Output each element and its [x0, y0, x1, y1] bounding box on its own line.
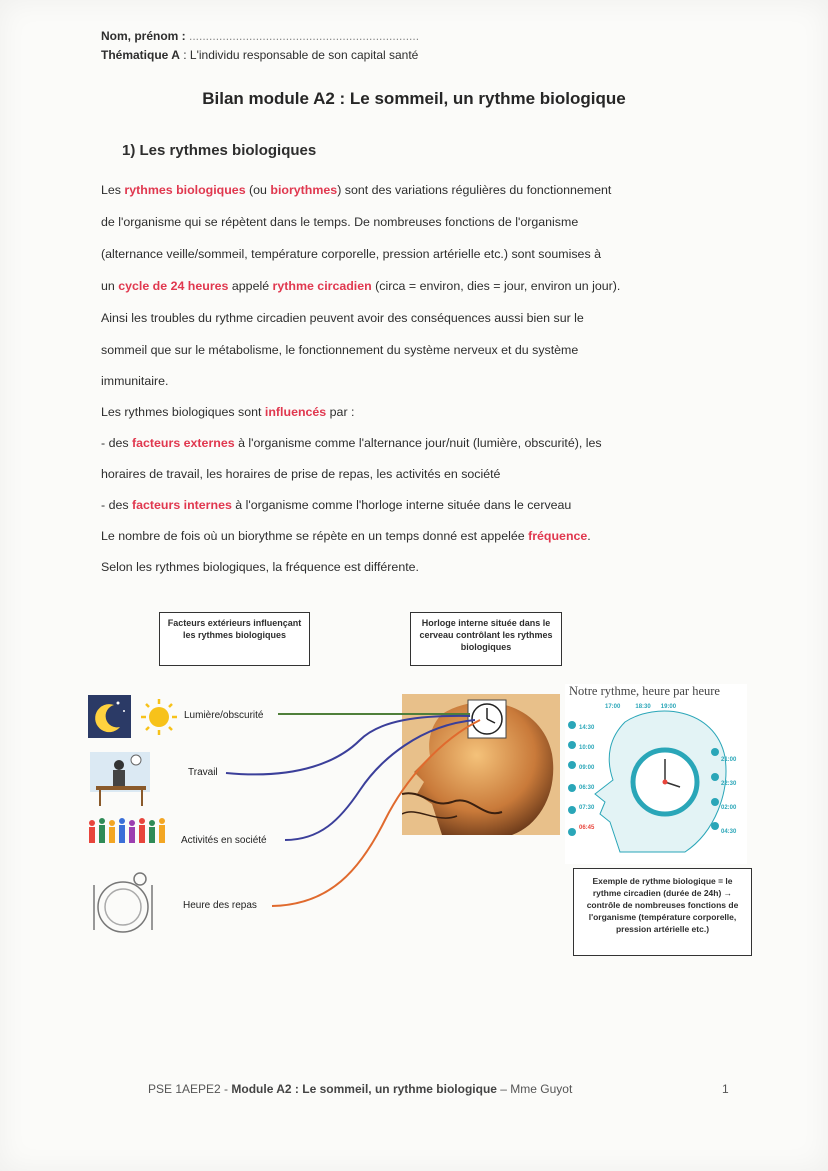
text: ) sont des variations régulières du fonctionnement [337, 183, 612, 197]
time-label: 14:30 [579, 725, 595, 731]
time-label: 02:00 [721, 805, 737, 811]
thematique-text: : L'individu responsable de son capital santé [179, 48, 419, 62]
footer [148, 1082, 572, 1096]
time-label: 19:00 [660, 704, 677, 710]
text: . [587, 529, 591, 543]
text: à l'organisme comme l'horloge interne située dans le cerveau [231, 498, 572, 512]
footer-module: Module A2 : Le sommeil, un rythme biologique [231, 1082, 497, 1096]
infographic-times-top [605, 704, 676, 710]
box-external-factors: Facteurs extérieurs influençant les rythmes biologiques [159, 612, 310, 666]
connector-social [285, 720, 475, 840]
para-line-7: immunitaire. [101, 374, 169, 388]
keyword: facteurs internes [132, 498, 232, 512]
text: Les rythmes biologiques sont [101, 405, 265, 419]
keyword: rythmes biologiques [124, 183, 246, 197]
time-label: 07:30 [579, 805, 595, 811]
factor-label-social: Activités en société [181, 835, 267, 846]
text: par : [326, 405, 355, 419]
footer-author: – Mme Guyot [496, 1082, 573, 1096]
name-dots: ..................................................................... [189, 29, 420, 43]
keyword: biorythmes [270, 183, 338, 197]
page-title: Bilan module A2 : Le sommeil, un rythme biologique [202, 89, 626, 108]
factor-label-light: Lumière/obscurité [184, 710, 264, 721]
para-line-2: de l'organisme qui se répètent dans le temps. De nombreuses fonctions de l'organisme [101, 215, 579, 229]
infographic-times-left [579, 718, 594, 838]
connector-meals [272, 720, 480, 906]
page-number: 1 [722, 1082, 729, 1096]
footer-code: PSE 1AEPE2 - [148, 1082, 232, 1096]
time-label: 21:00 [721, 757, 737, 763]
factor-label-meals: Heure des repas [183, 900, 257, 911]
infographic-title: Notre rythme, heure par heure [569, 684, 720, 698]
text: appelé [228, 279, 273, 293]
para-line-10: horaires de travail, les horaires de prise de repas, les activités en société [101, 467, 501, 481]
text: un [101, 279, 119, 293]
text: Les [101, 183, 125, 197]
time-label: 09:00 [579, 765, 595, 771]
section-title: 1) Les rythmes biologiques [122, 142, 317, 159]
time-label: 04:30 [721, 829, 737, 835]
text: - des [101, 498, 132, 512]
connector-work [226, 716, 470, 775]
text: Le nombre de fois où un biorythme se répète en un temps donné est appelée [101, 529, 529, 543]
keyword: influencés [264, 405, 327, 419]
thematique-label: Thématique A [101, 48, 180, 62]
text: (circa = environ, dies = jour, environ un jour). [371, 279, 621, 293]
keyword: rythme circadien [272, 279, 372, 293]
time-label: 17:00 [605, 704, 621, 710]
infographic-panel [565, 684, 747, 864]
text: à l'organisme comme l'alternance jour/nuit (lumière, obscurité), les [234, 436, 602, 450]
keyword: facteurs externes [132, 436, 235, 450]
para-line-3: (alternance veille/sommeil, température corporelle, pression artérielle etc.) sont soumises à [101, 247, 601, 261]
keyword: cycle de 24 heures [118, 279, 229, 293]
time-label: 10:00 [579, 745, 595, 751]
box-internal-clock: Horloge interne située dans le cerveau contrôlant les rythmes biologiques [410, 612, 562, 666]
keyword: fréquence [528, 529, 588, 543]
circadian-caption: Exemple de rythme biologique = le rythme circadien (durée de 24h) → contrôle de nombreuses fonctions de l'organisme (température corporelle, pression artérielle etc.) [573, 868, 752, 956]
text: - des [101, 436, 132, 450]
text: (ou [245, 183, 271, 197]
infographic-times-right [721, 748, 736, 844]
factor-label-work: Travail [188, 767, 218, 778]
time-label: 06:30 [579, 785, 595, 791]
name-label: Nom, prénom : [101, 29, 186, 43]
time-label: 22:30 [721, 781, 737, 787]
para-line-13: Selon les rythmes biologiques, la fréquence est différente. [101, 560, 419, 574]
time-label: 06:45 [579, 825, 595, 831]
para-line-5: Ainsi les troubles du rythme circadien peuvent avoir des conséquences aussi bien sur le [101, 311, 584, 325]
time-label: 18:30 [635, 704, 651, 710]
para-line-6: sommeil que sur le métabolisme, le fonctionnement du système nerveux et du système [101, 343, 579, 357]
